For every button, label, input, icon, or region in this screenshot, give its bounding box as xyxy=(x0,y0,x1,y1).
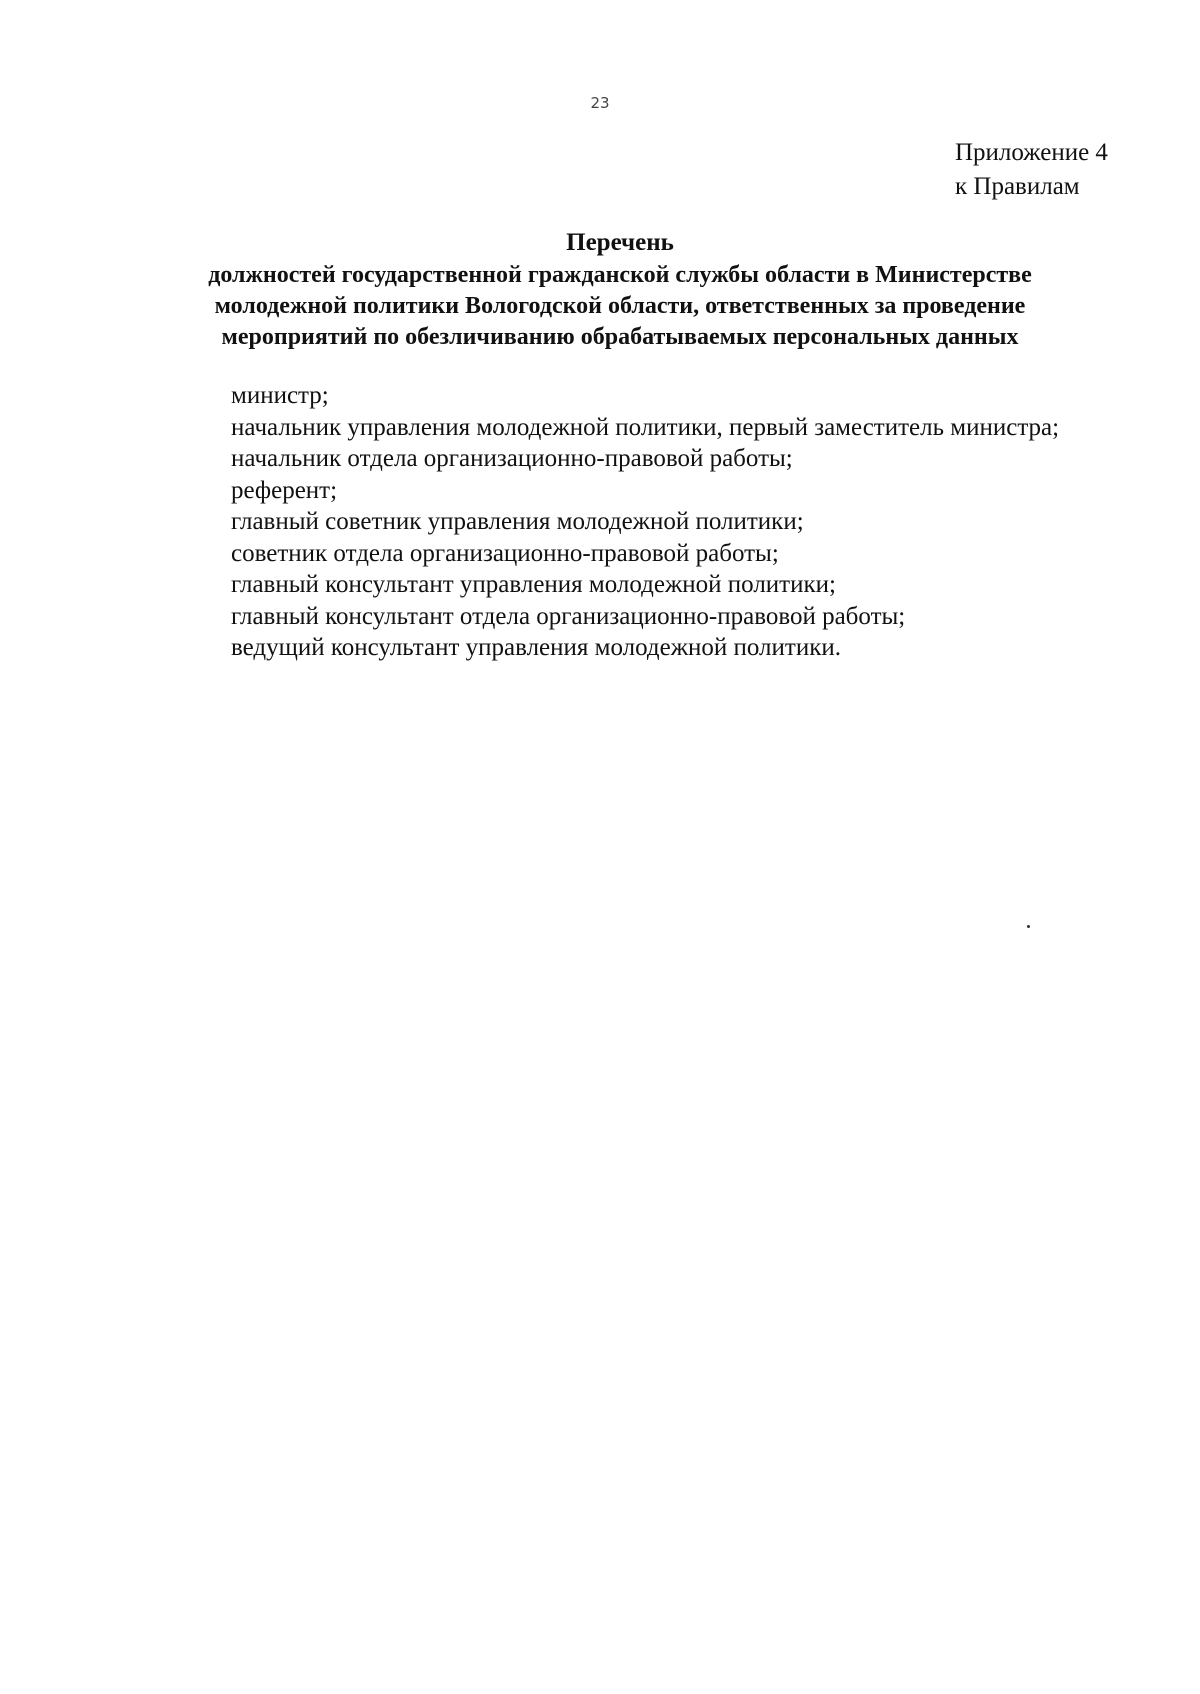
list-item: главный консультант отдела организационно-правовой работы; xyxy=(231,602,906,630)
appendix-reference xyxy=(955,136,1108,204)
positions-list xyxy=(165,380,1130,664)
list-item: референт; xyxy=(231,476,338,504)
list-item: ведущий консультант управления молодежной политики. xyxy=(231,634,841,661)
list-item: министр; xyxy=(231,382,329,409)
title-line-1: должностей государственной гражданской службы области в Министерстве xyxy=(208,262,1032,288)
scan-speck xyxy=(1027,925,1030,928)
page-number: 23 xyxy=(590,94,610,112)
list-item: главный консультант управления молодежной политики; xyxy=(231,571,836,598)
list-item: начальник управления молодежной политики, первый заместитель министра; xyxy=(231,413,1060,441)
document-title xyxy=(130,227,1110,353)
list-item: советник отдела организационно-правовой работы; xyxy=(231,539,779,567)
title-line-2: молодежной политики Вологодской области, ответственных за проведение xyxy=(214,293,1026,319)
list-item: начальник отдела организационно-правовой работы; xyxy=(231,445,793,472)
title-main: Перечень xyxy=(566,229,674,256)
list-item: главный советник управления молодежной политики; xyxy=(231,508,804,535)
appendix-line-1: Приложение 4 xyxy=(955,139,1108,166)
title-line-3: мероприятий по обезличиванию обрабатываемых персональных данных xyxy=(221,324,1019,350)
appendix-line-2: к Правилам xyxy=(955,173,1080,200)
